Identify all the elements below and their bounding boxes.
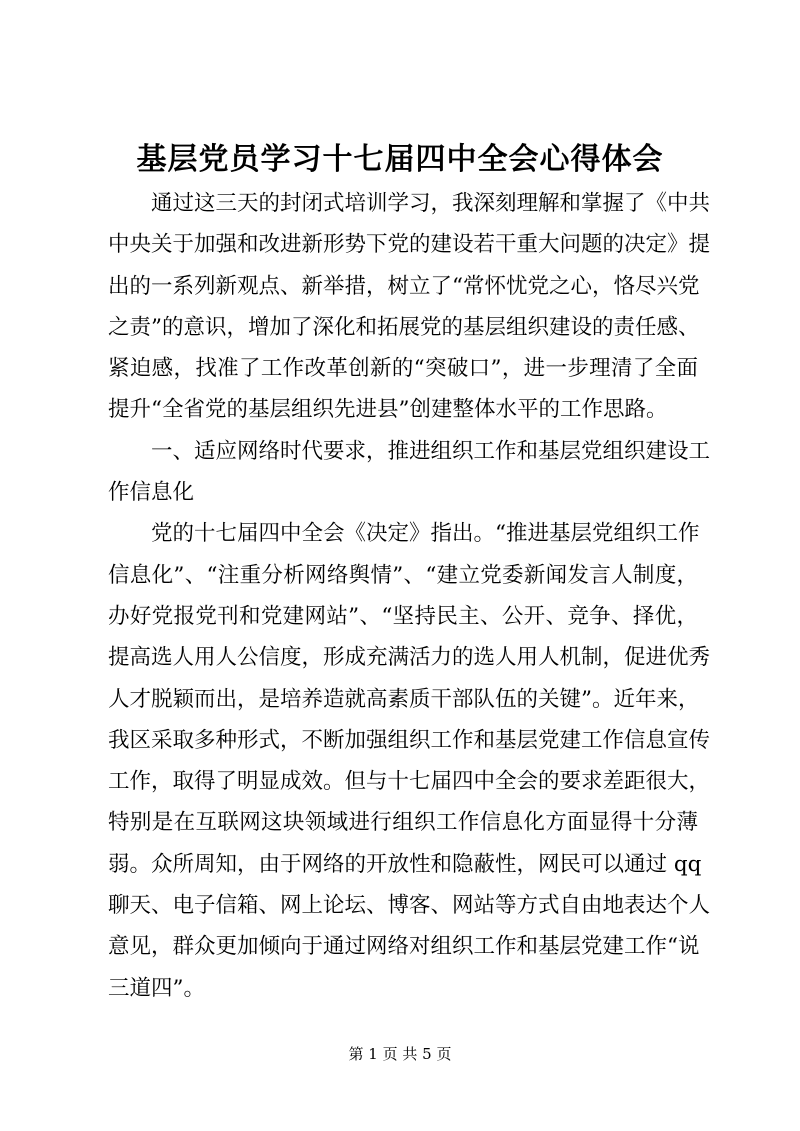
body-line: 三道四”。 bbox=[108, 975, 205, 1001]
body-line: 意见，群众更加倾向于通过网络对组织工作和基层党建工作“说 bbox=[108, 934, 700, 960]
document-title: 基层党员学习十七届四中全会心得体会 bbox=[136, 142, 664, 177]
body-line: 中央关于加强和改进新形势下党的建设若干重大问题的决定》提 bbox=[108, 232, 711, 258]
body-line: 我区采取多种形式，不断加强组织工作和基层党建工作信息宣传 bbox=[108, 727, 711, 753]
document-body bbox=[108, 183, 711, 1009]
body-line: 之责”的意识，增加了深化和拓展党的基层组织建设的责任感、 bbox=[108, 314, 700, 340]
body-line: 提高选人用人公信度，形成充满活力的选人用人机制，促进优秀 bbox=[108, 645, 711, 671]
body-line: 提升“全省党的基层组织先进县”创建整体水平的工作思路。 bbox=[108, 397, 668, 423]
body-line: 特别是在互联网这块领域进行组织工作信息化方面显得十分薄 bbox=[108, 810, 698, 836]
body-line: 党的十七届四中全会《决定》指出。“推进基层党组织工作 bbox=[108, 521, 700, 547]
section-heading-line: 一、适应网络时代要求，推进组织工作和基层党组织建设工 bbox=[108, 438, 711, 464]
body-line: 人才脱颖而出，是培养造就高素质干部队伍的关键”。近年来， bbox=[108, 686, 700, 712]
body-line: 聊天、电子信箱、网上论坛、博客、网站等方式自由地表达个人 bbox=[108, 893, 711, 919]
body-line: 办好党报党刊和党建网站”、“坚持民主、公开、竞争、择优， bbox=[108, 603, 698, 629]
section-heading-line: 作信息化 bbox=[108, 480, 195, 506]
body-line: 出的一系列新观点、新举措，树立了“常怀忧党之心，恪尽兴党 bbox=[108, 273, 700, 299]
body-line: 通过这三天的封闭式培训学习，我深刻理解和掌握了《中共 bbox=[108, 191, 711, 216]
body-line: 紧迫感，找准了工作改革创新的“突破口”，进一步理清了全面 bbox=[108, 356, 698, 382]
body-line: 工作，取得了明显成效。但与十七届四中全会的要求差距很大， bbox=[108, 769, 711, 795]
body-line: 弱。众所周知，由于网络的开放性和隐蔽性，网民可以通过 qq bbox=[108, 851, 702, 877]
body-line: 信息化”、“注重分析网络舆情”、“建立党委新闻发言人制度， bbox=[108, 562, 698, 588]
page-number-footer: 第 1 页 共 5 页 bbox=[348, 1045, 452, 1063]
